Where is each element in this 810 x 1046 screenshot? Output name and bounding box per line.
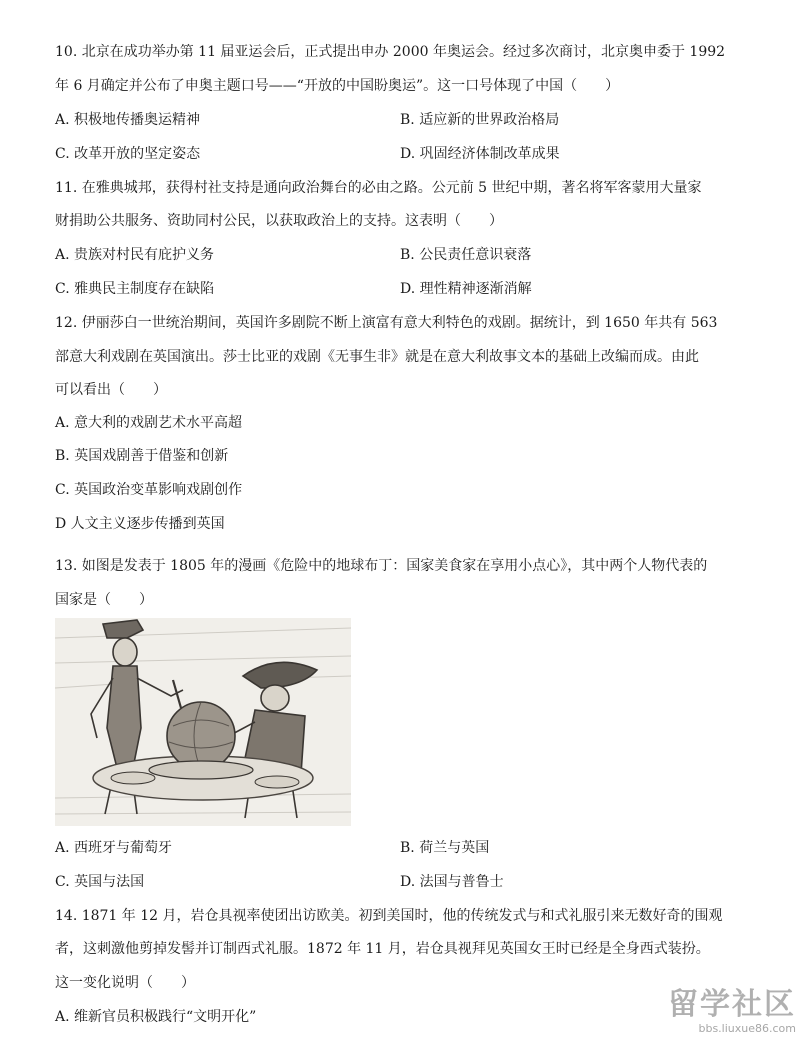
q14-option-a: A. 维新官员积极践行“文明开化”	[55, 1009, 257, 1025]
cartoon-illustration	[55, 618, 351, 826]
q12-option-b: B. 英国戏剧善于借鉴和创新	[55, 448, 229, 464]
q13-option-b: B. 荷兰与英国	[400, 840, 490, 856]
q12-option-c: C. 英国政治变革影响戏剧创作	[55, 482, 243, 498]
watermark-url: bbs.liuxue86.com	[698, 1022, 796, 1035]
cartoon-drawing	[55, 618, 351, 826]
q12-option-a: A. 意大利的戏剧艺术水平高超	[55, 415, 243, 431]
q10-option-b: B. 适应新的世界政治格局	[400, 112, 560, 128]
q11-stem-line2: 财捐助公共服务、资助同村公民，以获取政治上的支持。这表明（ ）	[55, 213, 503, 229]
q11-option-b: B. 公民责任意识衰落	[400, 247, 532, 263]
q14-stem-line1: 14. 1871 年 12 月，岩仓具视率使团出访欧美。初到美国时，他的传统发式与和式礼服引来无数好奇的围观	[55, 908, 723, 924]
q11-option-a: A. 贵族对村民有庇护义务	[55, 247, 215, 263]
watermark-logo-text: 留学社区	[668, 987, 796, 1022]
q10-option-c: C. 改革开放的坚定姿态	[55, 146, 201, 162]
q13-option-c: C. 英国与法国	[55, 874, 145, 890]
q11-option-d: D. 理性精神逐渐消解	[400, 281, 532, 297]
q10-option-a: A. 积极地传播奥运精神	[55, 112, 201, 128]
q10-option-d: D. 巩固经济体制改革成果	[400, 146, 560, 162]
q12-stem-line2: 部意大利戏剧在英国演出。莎士比亚的戏剧《无事生非》就是在意大利故事文本的基础上改编而成。由此	[55, 349, 699, 365]
q12-stem-line1: 12. 伊丽莎白一世统治期间，英国许多剧院不断上演富有意大利特色的戏剧。据统计，到 1650 年共有 563	[55, 315, 718, 331]
q11-option-c: C. 雅典民主制度存在缺陷	[55, 281, 215, 297]
site-watermark	[646, 988, 796, 1040]
q13-stem-line2: 国家是（ ）	[55, 592, 153, 608]
q10-stem-line1: 10. 北京在成功举办第 11 届亚运会后，正式提出申办 2000 年奥运会。经过多次商讨，北京奥申委于 1992	[55, 44, 726, 60]
q12-stem-line3: 可以看出（ ）	[55, 382, 167, 398]
q14-stem-line2: 者，这刺激他剪掉发髻并订制西式礼服。1872 年 11 月，岩仓具视拜见英国女王时已经是全身西式装扮。	[55, 941, 710, 957]
q10-stem-line2: 年 6 月确定并公布了申奥主题口号——“开放的中国盼奥运”。这一口号体现了中国（ ）	[55, 78, 620, 94]
q13-option-d: D. 法国与普鲁士	[400, 874, 504, 890]
q13-option-a: A. 西班牙与葡萄牙	[55, 840, 173, 856]
q13-stem-line1: 13. 如图是发表于 1805 年的漫画《危险中的地球布丁：国家美食家在享用小点心》，其中两个人物代表的	[55, 558, 708, 574]
q11-stem-line1: 11. 在雅典城邦，获得村社支持是通向政治舞台的必由之路。公元前 5 世纪中期，著名将军客蒙用大量家	[55, 180, 702, 196]
q14-stem-line3: 这一变化说明（ ）	[55, 975, 195, 991]
q12-option-d: D 人文主义逐步传播到英国	[55, 516, 225, 532]
